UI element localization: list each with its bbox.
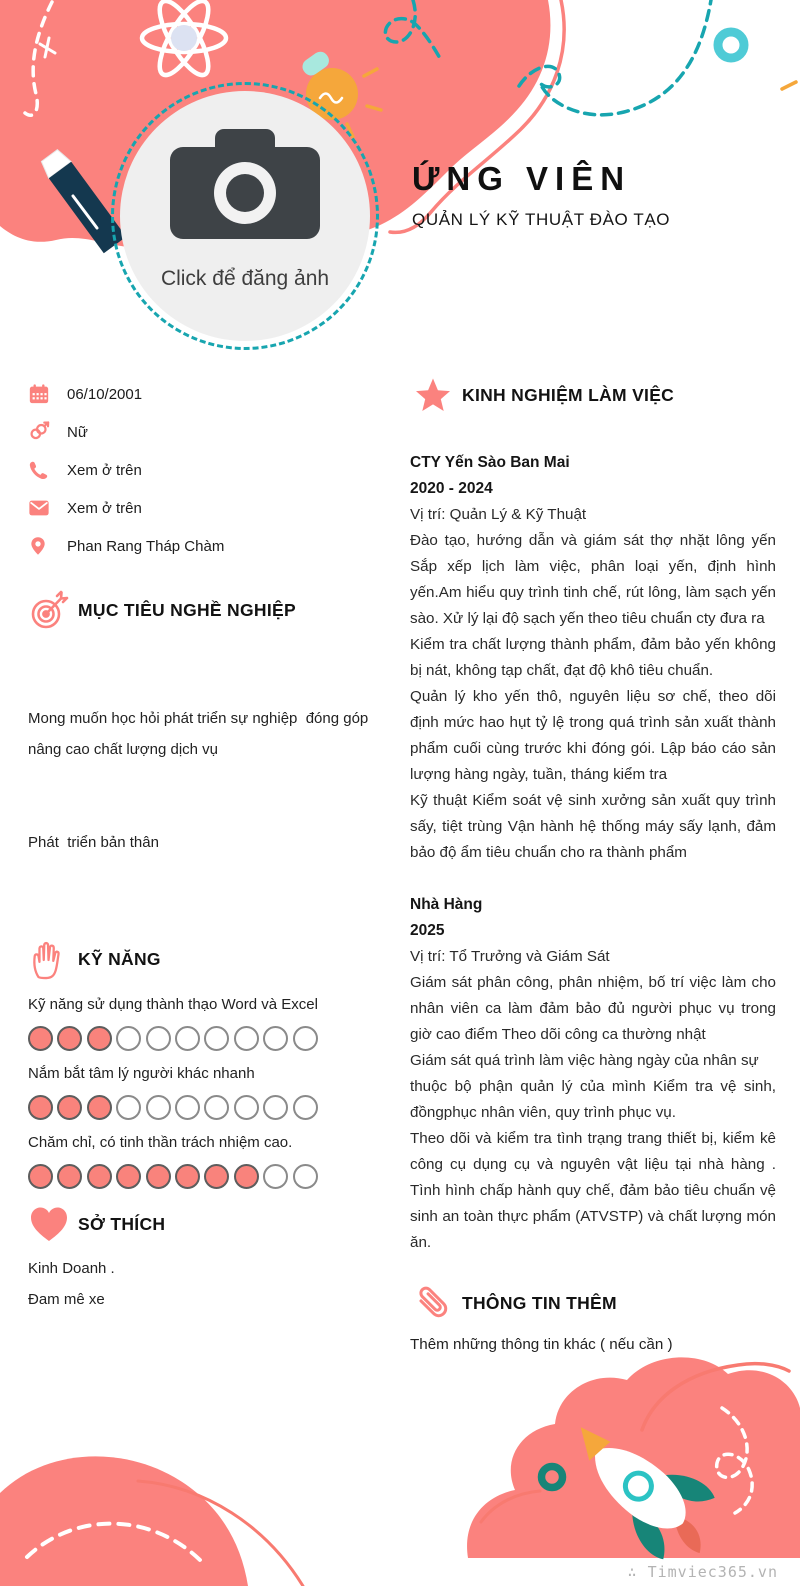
skill-label: Nắm bắt tâm lý người khác nhanh: [28, 1065, 255, 1082]
teal-ring-icon: [718, 32, 744, 58]
hobby-item: Kinh Doanh .: [28, 1260, 115, 1277]
skill-label: Chăm chỉ, có tinh thần trách nhiệm cao.: [28, 1134, 293, 1151]
gender-value: Nữ: [67, 423, 88, 441]
info-row-phone: [28, 451, 376, 489]
rating-dot-empty: [234, 1026, 259, 1051]
objective-paragraph: Phát triển bản thân: [28, 834, 159, 851]
address-value: Phan Rang Tháp Chàm: [67, 537, 225, 555]
rating-dot-filled: [204, 1164, 229, 1189]
photo-upload-placeholder[interactable]: [120, 91, 370, 341]
hobbies-heading: SỞ THÍCH: [78, 1213, 166, 1234]
skill-rating: [28, 1095, 376, 1120]
rating-dot-empty: [293, 1026, 318, 1051]
hobby-item: Đam mê xe: [28, 1291, 105, 1308]
phone-icon: [28, 459, 50, 481]
info-row-email: [28, 489, 376, 527]
rating-dot-filled: [57, 1164, 82, 1189]
hand-icon: [26, 936, 72, 982]
gender-icon: [28, 421, 50, 443]
rating-dot-empty: [175, 1095, 200, 1120]
skill-rating: [28, 1164, 376, 1189]
job-company: Nhà Hàng: [410, 896, 483, 913]
rating-dot-empty: [234, 1095, 259, 1120]
skills-list: [28, 996, 376, 1189]
rating-dot-filled: [87, 1164, 112, 1189]
objective-paragraph: Mong muốn học hỏi phát triển sự nghiệp đóng góp nâng cao chất lượng dịch vụ: [28, 710, 373, 758]
phone-value: Xem ở trên: [67, 461, 142, 479]
job-description-paragraph: thuộc bộ phận quản lý của mình Kiểm tra vệ sinh, đồngphục nhân viên, quy trình phục vụ.: [410, 1078, 776, 1121]
skill-item: [28, 1065, 376, 1120]
rating-dot-filled: [28, 1095, 53, 1120]
hobbies-section-header: [26, 1201, 376, 1247]
info-row-address: [28, 527, 376, 565]
paperclip-icon: [410, 1280, 456, 1326]
pink-dome-bottom-left: [0, 1456, 248, 1586]
skill-item: [28, 1134, 376, 1189]
candidate-job-title: QUẢN LÝ KỸ THUẬT ĐÀO TẠO: [412, 210, 671, 229]
rating-dot-empty: [263, 1095, 288, 1120]
calendar-icon: [28, 383, 50, 405]
location-pin-icon: [28, 535, 50, 557]
job-position: Vị trí: Quản Lý & Kỹ Thuật: [410, 506, 587, 523]
experience-heading: KINH NGHIỆM LÀM VIỆC: [462, 384, 675, 405]
email-value: Xem ở trên: [67, 499, 142, 517]
job-description-paragraph: Kiểm tra chất lượng thành phẩm, đảm bảo yến không bị nát, không tạp chất, đạt độ khô tiêu chuẩn.: [410, 636, 776, 679]
job-entry: [410, 450, 776, 866]
job-description-paragraph: Đào tạo, hướng dẫn và giám sát thợ nhặt lông yến Sắp xếp lịch làm việc, phân loại yến, định hình yến.Am hiểu quy trình tinh chế, rút lông, làm sạch yến sào. Xử lý lại độ sạch yến theo tiêu chuẩn cty đưa ra: [410, 532, 776, 627]
experience-section-header: [410, 372, 776, 418]
rating-dot-filled: [87, 1095, 112, 1120]
job-position: Vị trí: Tổ Trưởng và Giám Sát: [410, 948, 610, 965]
job-entry: [410, 892, 776, 1256]
rating-dot-empty: [204, 1095, 229, 1120]
rating-dot-filled: [116, 1164, 141, 1189]
rating-dot-filled: [28, 1164, 53, 1189]
skill-label: Kỹ năng sử dụng thành thạo Word và Excel: [28, 996, 318, 1013]
rating-dot-empty: [293, 1095, 318, 1120]
photo-upload-label[interactable]: Click để đăng ảnh: [160, 267, 330, 290]
skill-item: [28, 996, 376, 1051]
objective-heading: MỤC TIÊU NGHỀ NGHIỆP: [78, 599, 296, 620]
rating-dot-empty: [175, 1026, 200, 1051]
job-company: CTY Yến Sào Ban Mai: [410, 454, 570, 471]
rating-dot-filled: [28, 1026, 53, 1051]
rating-dot-empty: [293, 1164, 318, 1189]
additional-section-header: [410, 1280, 776, 1326]
additional-heading: THÔNG TIN THÊM: [462, 1292, 617, 1313]
personal-info-list: [28, 375, 376, 565]
email-icon: [28, 497, 50, 519]
job-description-paragraph: Kỹ thuật Kiểm soát vệ sinh xưởng sản xuất quy trình sấy, tiệt trùng Vận hành hệ thống máy sấy lạnh, đảm bảo độ ẩm tiêu chuẩn cho ra thành phẩm: [410, 792, 776, 861]
birthday-value: 06/10/2001: [67, 385, 143, 403]
job-period: 2025: [410, 922, 445, 939]
brand-watermark: ∴ Timviec365.vn: [627, 1563, 778, 1581]
job-description-paragraph: Giám sát quá trình làm việc hàng ngày của nhân sự: [410, 1052, 759, 1069]
objective-section-header: [26, 587, 376, 633]
hobbies-list: [28, 1253, 376, 1315]
additional-text: Thêm những thông tin khác ( nếu cần ): [410, 1336, 673, 1353]
rating-dot-filled: [175, 1164, 200, 1189]
camera-icon: [169, 121, 321, 259]
candidate-name: ỨNG VIÊN: [412, 160, 632, 197]
rating-dot-empty: [146, 1026, 171, 1051]
info-row-gender: [28, 413, 376, 451]
job-description-paragraph: Quản lý kho yến thô, nguyên liệu sơ chế, theo dõi định mức hao hụt tỷ lệ trong quá trình sản xuất thành phẩm cuối cùng trước khi đóng gói. Lập báo cáo sản lượng hàng ngày, tuần, tháng kiểm tra: [410, 688, 776, 783]
rating-dot-filled: [57, 1095, 82, 1120]
heart-icon: [26, 1201, 72, 1247]
job-period: 2020 - 2024: [410, 480, 493, 497]
rating-dot-filled: [57, 1026, 82, 1051]
job-description: [410, 528, 776, 866]
rating-dot-empty: [116, 1026, 141, 1051]
rating-dot-filled: [234, 1164, 259, 1189]
orange-tick: [782, 82, 796, 89]
rating-dot-empty: [146, 1095, 171, 1120]
rating-dot-empty: [263, 1164, 288, 1189]
job-description-paragraph: Theo dõi và kiểm tra tình trạng trang thiết bị, kiểm kê công cụ dụng cụ và nguyên vật liệu tại nhà hàng . Tình hình chấp hành quy chế, đảm bảo tiêu chuẩn vệ sinh an toàn thực phẩm (ATVSTP) và chất lượng món ăn.: [410, 1130, 776, 1251]
left-column: [28, 375, 376, 1315]
job-description-paragraph: Giám sát phân công, phân nhiệm, bố trí việc làm cho nhân viên ca làm đảm bảo đủ người phục vụ trong giờ cao điểm Theo dõi công ca thường nhật: [410, 974, 776, 1043]
job-description: [410, 970, 776, 1256]
rating-dot-empty: [204, 1026, 229, 1051]
rating-dot-empty: [263, 1026, 288, 1051]
bottom-decoration: [0, 1350, 800, 1586]
objective-text: [28, 641, 376, 920]
info-row-birthday: [28, 375, 376, 413]
skills-section-header: [26, 936, 376, 982]
header: [412, 160, 782, 230]
star-icon: [410, 372, 456, 418]
rating-dot-filled: [146, 1164, 171, 1189]
skills-heading: KỸ NĂNG: [78, 948, 161, 969]
rating-dot-filled: [87, 1026, 112, 1051]
target-icon: [26, 587, 72, 633]
skill-rating: [28, 1026, 376, 1051]
rating-dot-empty: [116, 1095, 141, 1120]
right-column: [410, 372, 776, 1353]
